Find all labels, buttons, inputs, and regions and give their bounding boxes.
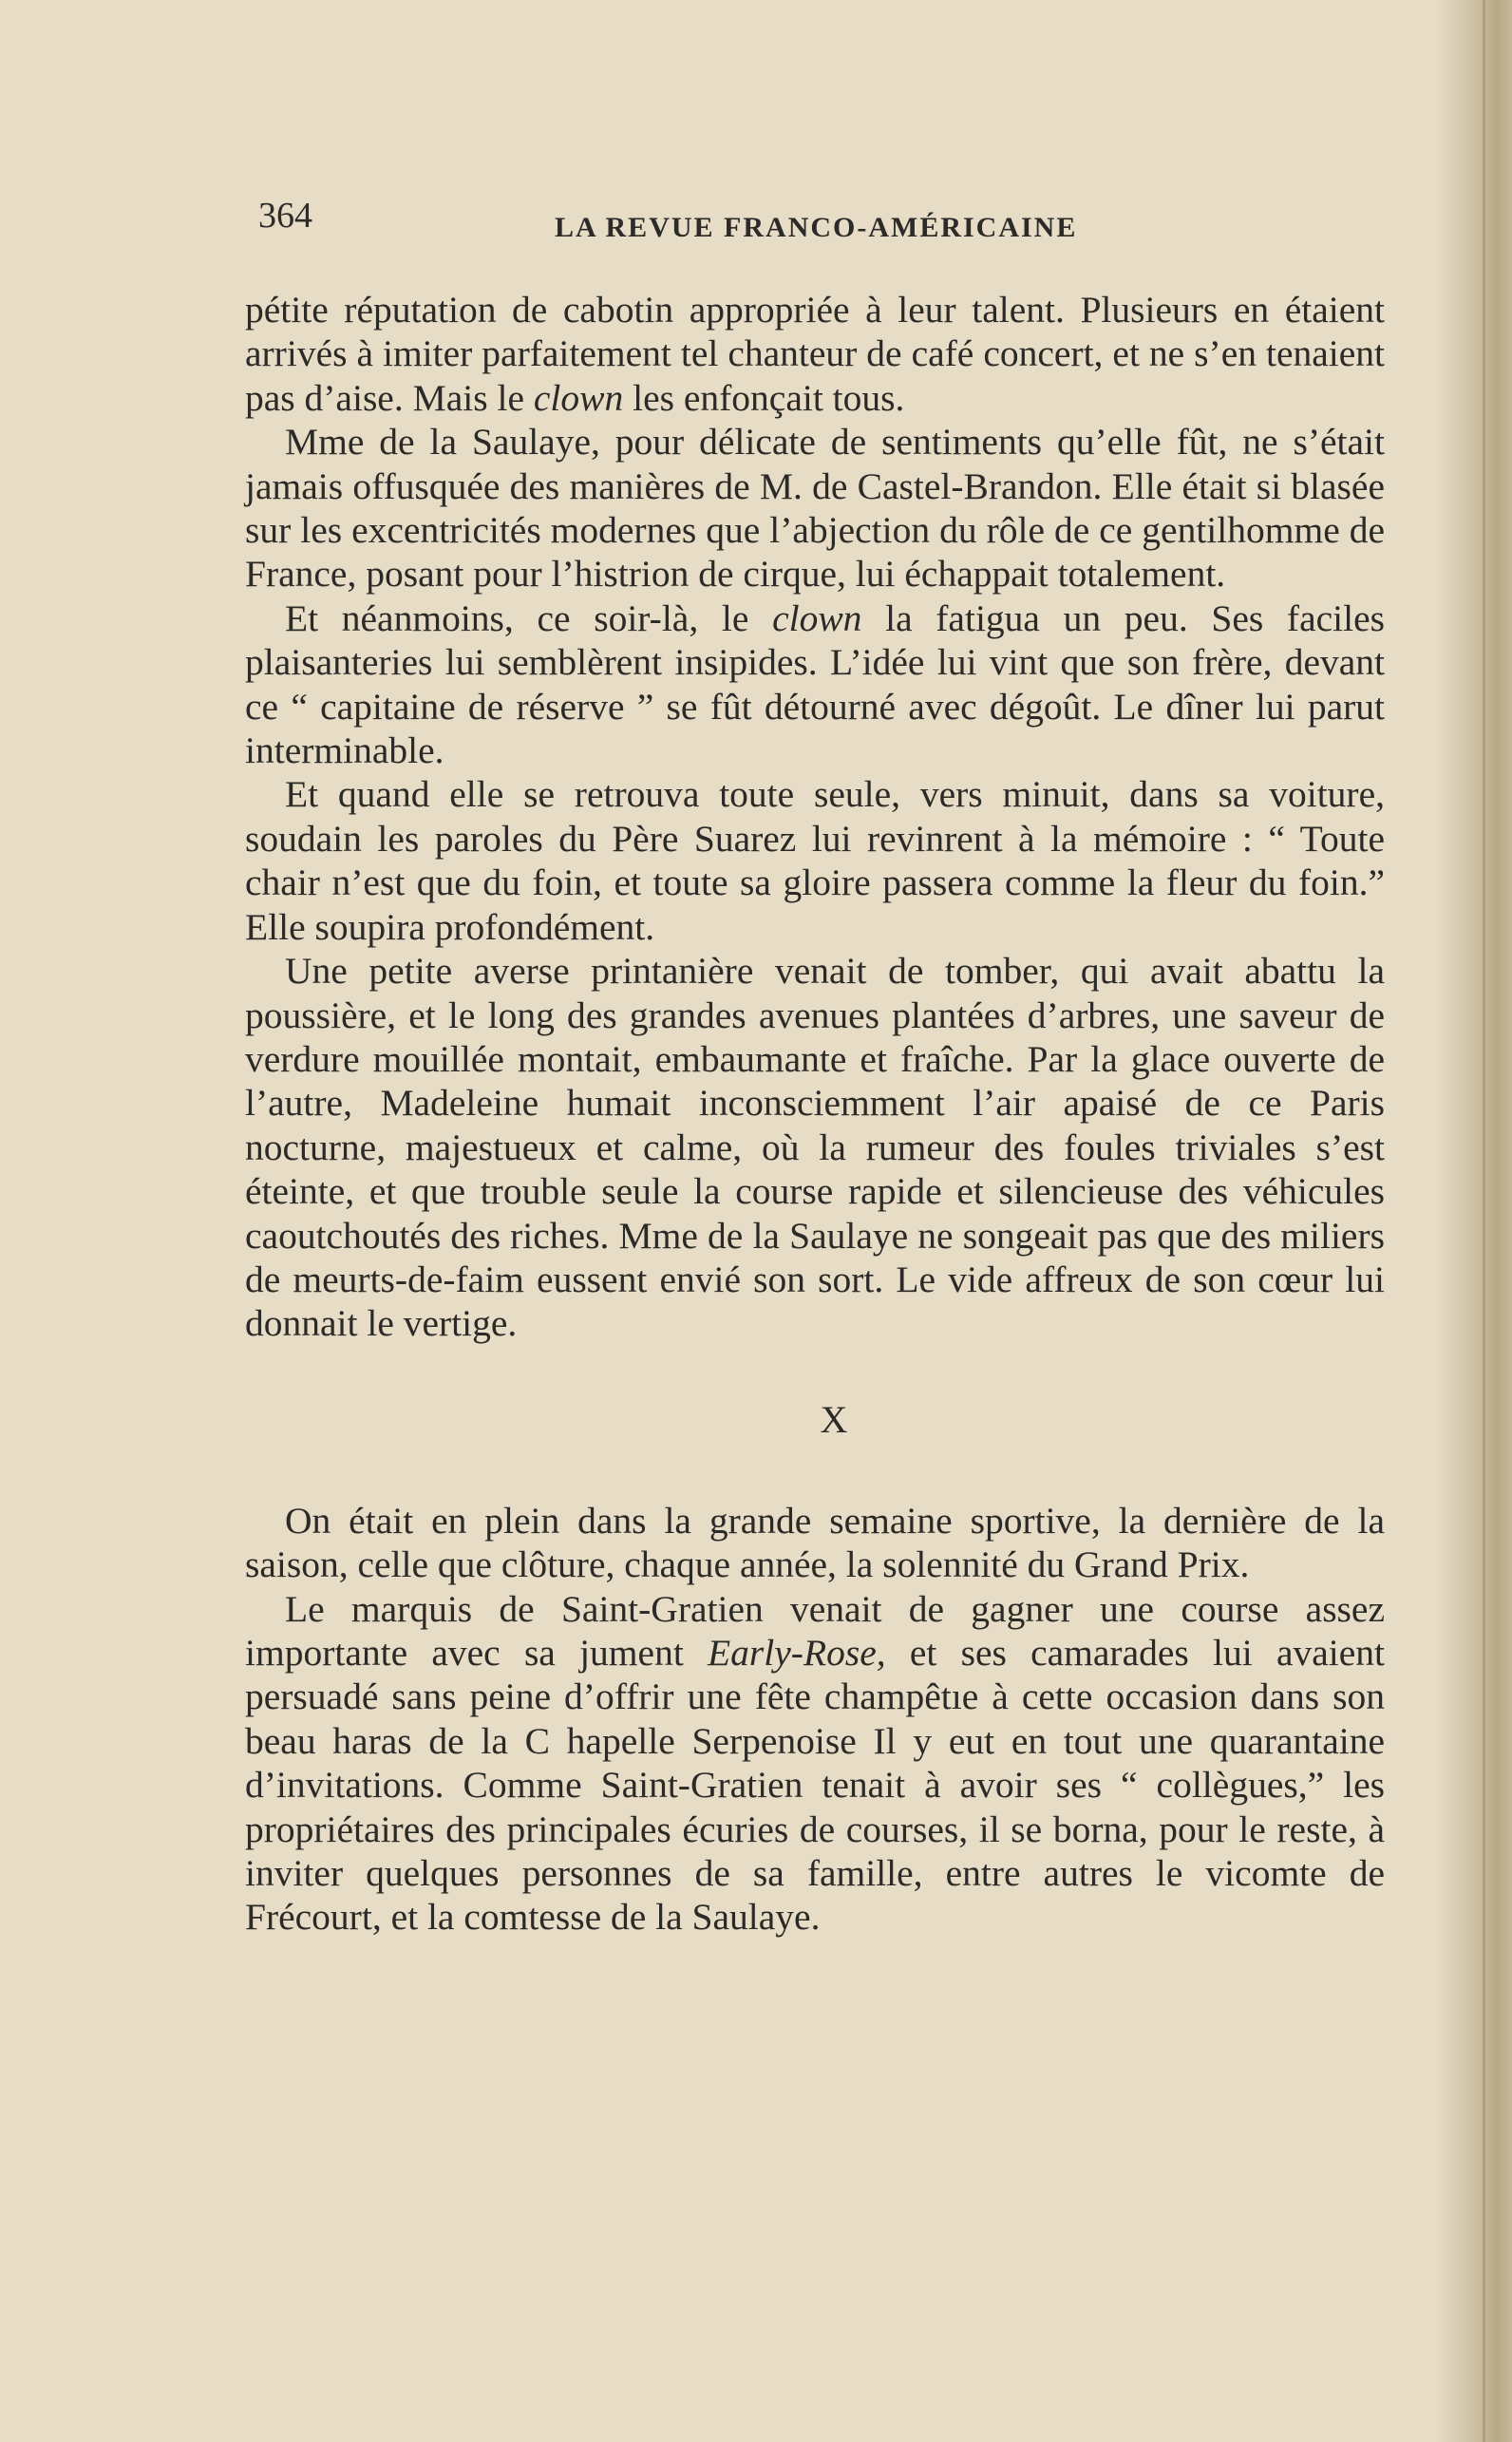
- paragraph-6: On était en plein dans la grande semaine sportive, la dernière de la saison, celle que clôture, chaque année, la solennité du Grand Prix.: [245, 1499, 1385, 1586]
- chapter-numeral: X: [820, 1397, 848, 1441]
- paragraph-1: pétite réputation de cabotin appropriée à leur talent. Plusieurs en étaient arrivés à imiter parfaitement tel chanteur de café concert, et ne s’en tenaient pas d’aise. Mais le clown les enfonçait tous.: [245, 289, 1385, 419]
- paragraph-4: Et quand elle se retrouva toute seule, vers minuit, dans sa voiture, soudain les paroles du Père Suarez lui revinrent à la mémoire : “ Toute chair n’est que du foin, et toute sa gloire passera comme la fleur du foin.” Elle soupira profondément.: [245, 773, 1385, 948]
- journal-title: LA REVUE FRANCO-AMÉRICAINE: [555, 212, 1078, 243]
- paragraph-5: Une petite averse printanière venait de tomber, qui avait abattu la poussière, et le long des grandes avenues plantées d’arbres, une saveur de verdure mouillée montait, embaumante et fraîche. Par la glace ouverte de l’autre, Madeleine humait inconsciemment l’air apaisé de ce Paris nocturne, majestueux et calme, où la rumeur des foules triviales s’est éteinte, et que trouble seule la course rapide et silencieuse des véhicules caoutchoutés des riches. Mme de la Saulaye ne songeait pas que des miliers de meurts-de-faim eussent envié son sort. Le vide affreux de son cœur lui donnait le vertige.: [245, 950, 1385, 1345]
- page-number: 364: [258, 196, 312, 236]
- paragraph-7: Le marquis de Saint-Gratien venait de gagner une course assez importante avec sa jument Early-Rose, et ses camarades lui avaient persuadé sans peine d’offrir une fête champêtıe à cette occasion dans son beau haras de la C hapelle Serpenoise Il y eut en tout une quarantaine d’invitations. Comme Saint-Gratien tenait à avoir ses “ collègues,” les propriétaires des principales écuries de courses, il se borna, pour le reste, à inviter quelques personnes de sa famille, entre autres le vicomte de Frécourt, et la comtesse de la Saulaye.: [245, 1587, 1385, 1939]
- page-edge-line: [1483, 0, 1485, 2442]
- paragraph-3: Et néanmoins, ce soir-là, le clown la fatigua un peu. Ses faciles plaisanteries lui semblèrent insipides. L’idée lui vint que son frère, devant ce “ capitaine de réserve ” se fût détourné avec dégoût. Le dîner lui parut interminable.: [245, 596, 1385, 772]
- page-text-block: [245, 195, 1385, 1940]
- paragraph-2: Mme de la Saulaye, pour délicate de sentiments qu’elle fût, ne s’était jamais offusquée des manières de M. de Castel-Brandon. Elle était si blasée sur les excentricités modernes que l’abjection du rôle de ce gentilhomme de France, posant pour l’histrion de cirque, lui échappait totalement.: [245, 421, 1385, 596]
- page-edge-shadow: [1436, 0, 1512, 2442]
- running-head: [245, 195, 1385, 252]
